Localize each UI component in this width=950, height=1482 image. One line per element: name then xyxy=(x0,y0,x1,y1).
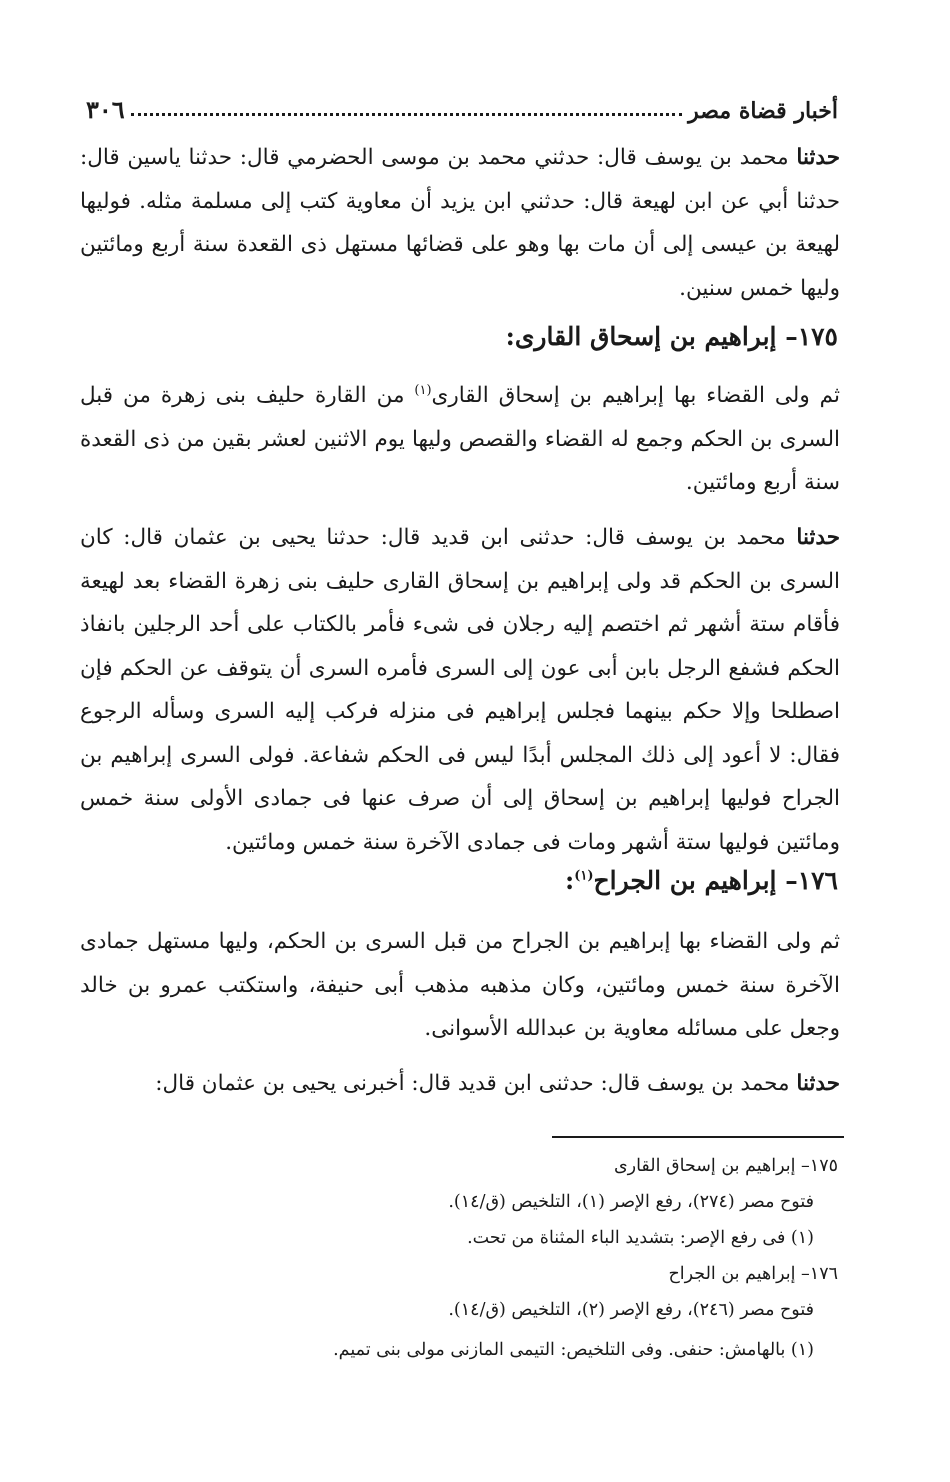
paragraph-3 xyxy=(80,516,840,864)
paragraph-2 xyxy=(80,374,840,505)
paragraph-lead-word: حدثنا xyxy=(796,145,840,170)
footnote-marker: (١) xyxy=(414,382,432,398)
paragraph-4 xyxy=(80,920,840,1051)
running-header xyxy=(86,84,838,124)
entry-heading-176 xyxy=(565,866,838,895)
paragraph-text: محمد بن يوسف قال: حدثني محمد بن موسى الحضرمي قال: حدثنا ياسين قال: حدثنا أبي عن ابن لهيعة قال: حدثني ابن يزيد أن معاوية كتب إلى مسلمة مثله. فوليها لهيعة بن عيسى إلى أن مات بها وهو على قضائها مستهل ذى القعدة سنة أربع ومائتين وليها خمس سنين. xyxy=(80,145,840,301)
paragraph-text: محمد بن يوسف قال: حدثنى ابن قديد قال: أخبرنى يحيى بن عثمان قال: xyxy=(155,1071,797,1096)
footnote-note-175: (١) فى رفع الإصر: بتشديد الباء المثناة من تحت. xyxy=(467,1228,814,1248)
footnote-marker: (١) xyxy=(574,868,594,884)
heading-text: ١٧٦– إبراهيم بن الجراح xyxy=(593,866,838,895)
footnote-entry-175: ١٧٥– إبراهيم بن إسحاق القارى xyxy=(613,1156,838,1176)
entry-heading-175: ١٧٥– إبراهيم بن إسحاق القارى: xyxy=(505,322,838,351)
book-title: أخبار قضاة مصر xyxy=(688,98,838,124)
footnote-sources-175: فتوح مصر (٢٧٤)، رفع الإصر (١)، التلخيص (ق/١٤). xyxy=(448,1192,814,1212)
paragraph-text: محمد بن يوسف قال: حدثنى ابن قديد قال: حدثنا يحيى بن عثمان قال: كان السرى بن الحكم قد ولى إبراهيم بن إسحاق القارى حليف بنى زهرة القضاء بعد لهيعة فأقام ستة أشهر ثم اختصم إليه رجلان فى شىء فأمر بالكتاب على أحد الرجلين بانفاذ الحكم فشفع الرجل بابن أبى عون إلى السرى فأمره السرى أن يتوقف عن الحكم فإن اصطلحا وإلا حكم بينهما فجلس إبراهيم فى منزله فركب إليه السرى وسأله الرجوع فقال: لا أعود إلى ذلك المجلس أبدًا ليس فى الحكم شفاعة. فولى السرى إبراهيم بن الجراح فوليها إبراهيم بن إسحاق إلى أن صرف عنها فى جمادى الأولى سنة خمس ومائتين فوليها ستة أشهر ومات فى جمادى الآخرة سنة خمس ومائتين. xyxy=(80,525,840,855)
paragraph-lead-word: حدثنا xyxy=(796,1071,840,1096)
paragraph-lead-word: حدثنا xyxy=(796,525,840,550)
paragraph-5 xyxy=(80,1062,840,1106)
footnote-separator xyxy=(552,1136,844,1138)
page-number: ٣٠٦ xyxy=(86,95,125,124)
footnote-sources-176: فتوح مصر (٢٤٦)، رفع الإصر (٢)، التلخيص (ق/١٤). xyxy=(448,1300,814,1320)
paragraph-text: ثم ولى القضاء بها إبراهيم بن إسحاق القارى xyxy=(431,383,840,408)
heading-colon: : xyxy=(564,866,575,895)
footnote-note-176: (١) بالهامش: حنفى. وفى التلخيص: التيمى المازنى مولى بنى تميم. xyxy=(333,1340,814,1360)
paragraph-text: ثم ولى القضاء بها إبراهيم بن الجراح من قبل السرى بن الحكم، وليها مستهل جمادى الآخرة سنة خمس ومائتين، وكان مذهبه مذهب أبى حنيفة، واستكتب عمرو بن خالد وجعل على مسائله معاوية بن عبدالله الأسوانى. xyxy=(80,929,840,1041)
paragraph-text-continued: من القارة حليف بنى زهرة من قبل السرى بن الحكم وجمع له القضاء والقصص وليها يوم الاثنين لعشر بقين من ذى القعدة سنة أربع ومائتين. xyxy=(80,383,840,495)
footnote-entry-176: ١٧٦– إبراهيم بن الجراح xyxy=(668,1264,838,1284)
header-leader-dots xyxy=(131,112,683,116)
paragraph-1 xyxy=(80,136,840,310)
